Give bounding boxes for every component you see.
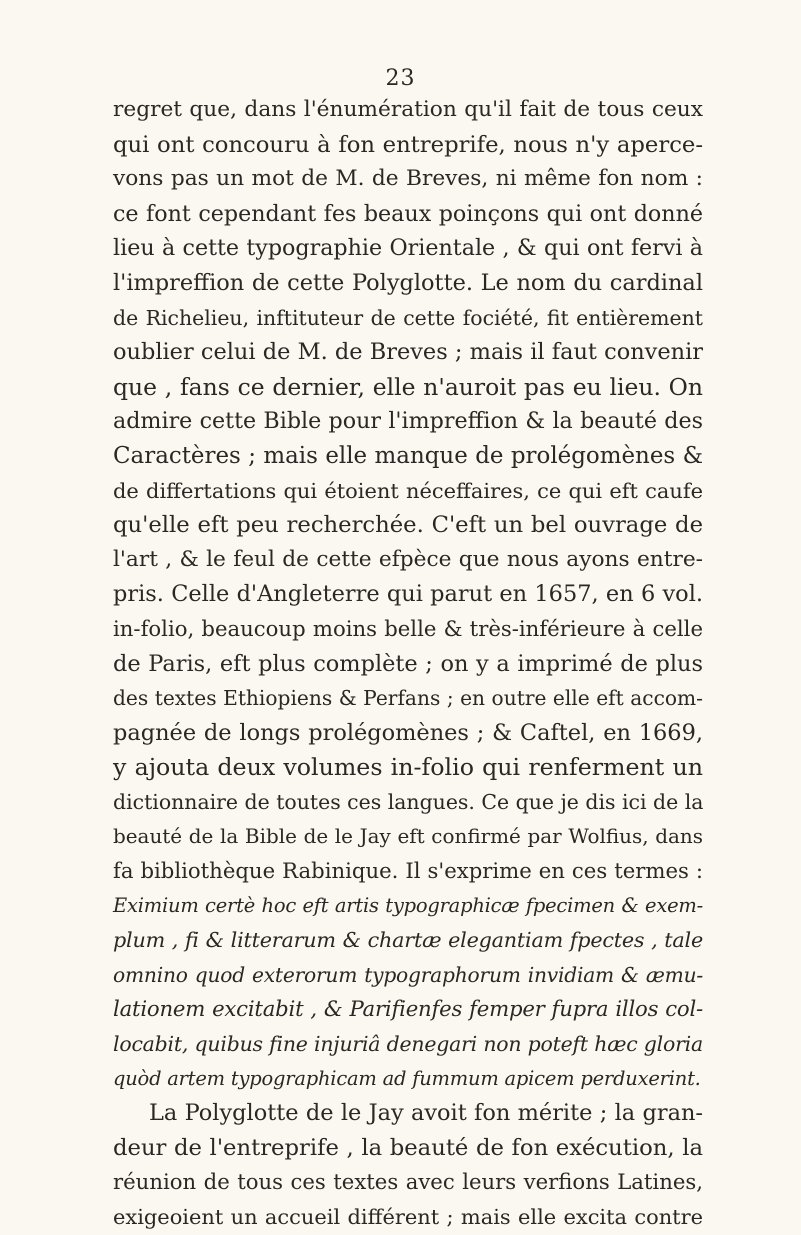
latin-quote-line: plum , fi & litterarum & chartæ elegantiam fpectes , tale	[113, 928, 703, 953]
text-line: beauté de la Bible de le Jay eft confirmé par Wolfius, dans	[113, 824, 703, 849]
text-line: que , fans ce dernier, elle n'auroit pas eu lieu. On	[113, 372, 703, 401]
text-line: La Polyglotte de le Jay avoit fon mérite ; la gran-	[149, 1100, 703, 1127]
text-line: de Paris, eft plus complète ; on y a imprimé de plus	[113, 650, 703, 677]
latin-quote-line: Eximium certè hoc eft artis typographicæ fpecimen & exem-	[113, 893, 703, 917]
text-line: deur de l'entreprife , la beauté de fon exécution, la	[113, 1134, 703, 1161]
text-line: pagnée de longs prolégomènes ; & Caftel, en 1669,	[113, 719, 703, 746]
latin-quote-line: quòd artem typographicam ad fummum apicem perduxerint.	[113, 1066, 701, 1090]
latin-quote-line: locabit, quibus fine injuriâ denegari non poteft hæc gloria	[113, 1032, 703, 1057]
text-line: l'art , & le feul de cette efpèce que nous ayons entre-	[113, 546, 703, 572]
text-line: ce font cependant fes beaux poinçons qui ont donné	[113, 200, 703, 227]
text-line: Caractères ; mais elle manque de prolégomènes &	[113, 442, 703, 469]
text-line: de differtations qui étoient néceffaires, ce qui eft caufe	[113, 478, 703, 503]
page-number: 23	[385, 66, 416, 91]
text-line: regret que, dans l'énumération qu'il fait de tous ceux	[113, 97, 703, 122]
text-line: vons pas un mot de M. de Breves, ni même fon nom :	[113, 166, 703, 192]
text-line: y ajouta deux volumes in-folio qui renferment un	[113, 753, 703, 782]
text-line: qu'elle eft peu recherchée. C'eft un bel ouvrage de	[113, 512, 703, 539]
text-line: pris. Celle d'Angleterre qui parut en 1657, en 6 vol.	[113, 581, 703, 608]
text-line: oublier celui de M. de Breves ; mais il faut convenir	[113, 339, 703, 366]
body-text	[113, 93, 703, 1235]
latin-quote-line: lationem excitabit , & Parifienfes femper fupra illos col-	[113, 996, 703, 1022]
text-line: fa bibliothèque Rabinique. Il s'exprime en ces termes :	[113, 858, 703, 884]
text-line: admire cette Bible pour l'impreffion & la beauté des	[113, 408, 703, 435]
text-line: exigeoient un accueil différent ; mais elle excita contre	[113, 1205, 703, 1229]
latin-quote-line: omnino quod exterorum typographorum invidiam & æmu-	[113, 962, 703, 987]
text-line: l'impreffion de cette Polyglotte. Le nom du cardinal	[113, 269, 703, 296]
text-line: in-folio, beaucoup moins belle & très-inférieure à celle	[113, 615, 703, 641]
text-line: de Richelieu, inftituteur de cette fociété, fit entièrement	[113, 305, 703, 330]
text-line: dictionnaire de toutes ces langues. Ce que je dis ici de la	[113, 789, 704, 814]
text-line: lieu à cette typographie Orientale , & qui ont fervi à	[113, 235, 703, 262]
text-line: des textes Ethiopiens & Perfans ; en outre elle eft accom-	[113, 686, 703, 711]
text-line: qui ont concouru à fon entreprife, nous n'y aperce-	[113, 131, 703, 158]
text-line: réunion de tous ces textes avec leurs verfions Latines,	[113, 1169, 703, 1195]
